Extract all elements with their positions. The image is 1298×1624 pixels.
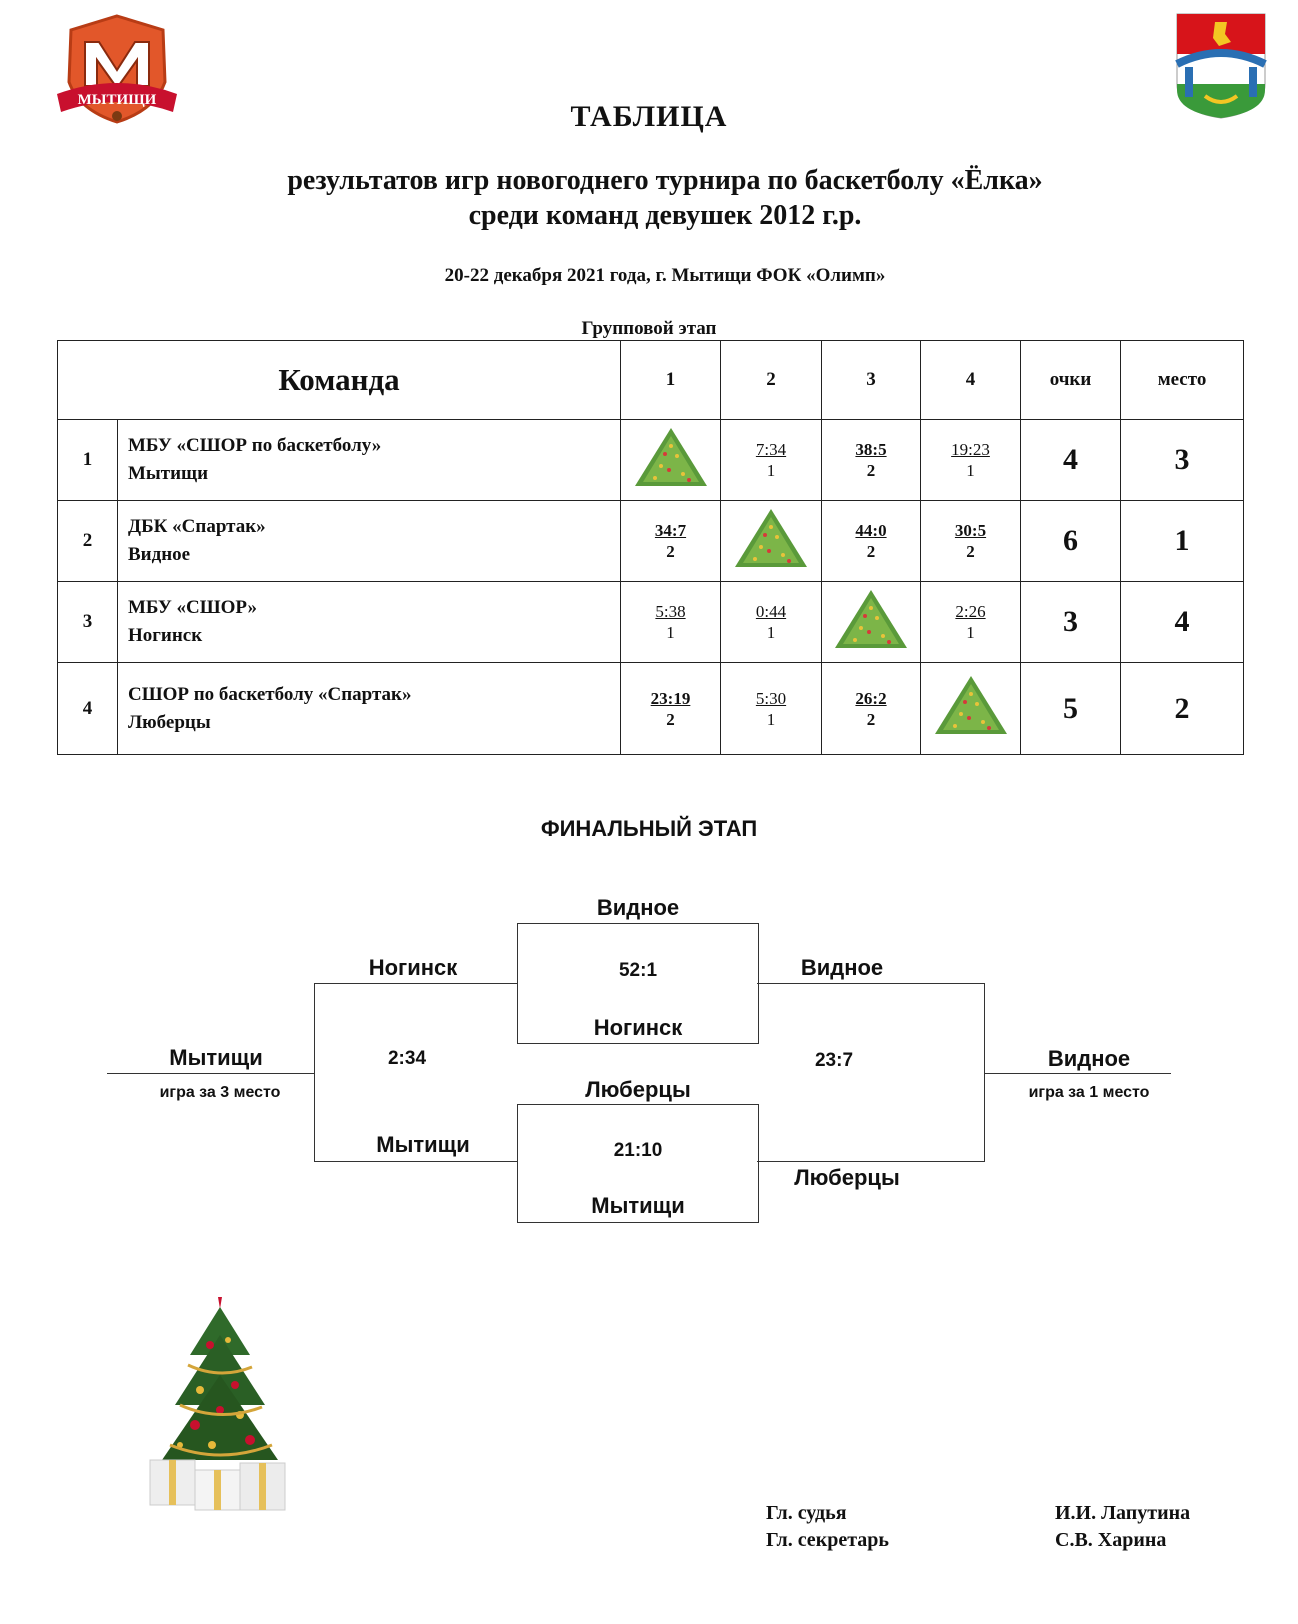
team-city: Мытищи	[128, 463, 209, 484]
score-value: 44:0	[855, 521, 887, 540]
score-cell	[721, 582, 822, 663]
score-points: 2	[866, 542, 876, 561]
christmas-tree-icon	[931, 674, 1011, 738]
score-value: 0:44	[755, 602, 787, 621]
score-value: 34:7	[654, 521, 687, 540]
team-name	[118, 663, 621, 755]
first-score: 23:7	[814, 1050, 854, 1071]
event-dates-place: 20-22 декабря 2021 года, г. Мытищи ФОК «Олимп»	[444, 265, 886, 286]
place-value: 3	[1121, 420, 1244, 501]
group-stage-label: Групповой этап	[581, 318, 717, 339]
first-place-caption: игра за 1 место	[1028, 1084, 1150, 1101]
score-points: 2	[666, 709, 675, 729]
score-value: 2:26	[955, 602, 986, 621]
score-value: 38:5	[855, 440, 887, 459]
third-place-line	[107, 1073, 314, 1074]
row-number: 4	[58, 663, 118, 755]
score-points: 2	[866, 709, 876, 729]
team-name	[118, 420, 621, 501]
judge-name: И.И. Лапутина	[1055, 1502, 1191, 1524]
score-points: 2	[966, 542, 975, 561]
christmas-tree-with-gifts-image	[140, 1295, 300, 1515]
diagonal-tree-cell	[721, 501, 822, 582]
third-top-team: Ногинск	[368, 955, 458, 980]
header-col-1: 1	[621, 341, 721, 420]
score-cell	[822, 420, 921, 501]
score-cell	[721, 420, 822, 501]
final-stage-title: ФИНАЛЬНЫЙ ЭТАП	[540, 816, 758, 841]
row-number: 2	[58, 501, 118, 582]
points-value: 4	[1021, 420, 1121, 501]
first-bottom-team: Люберцы	[794, 1165, 900, 1190]
place-value: 1	[1121, 501, 1244, 582]
score-points: 1	[766, 623, 776, 642]
header-col-4: 4	[921, 341, 1021, 420]
score-points: 1	[766, 709, 776, 729]
header-place: место	[1121, 341, 1244, 420]
team-club: МБУ «СШОР»	[128, 597, 257, 618]
header-team: Команда	[58, 341, 621, 420]
team-city: Люберцы	[128, 711, 211, 733]
page-subtitle-line2: среди команд девушек 2012 г.р.	[468, 200, 862, 231]
score-cell	[721, 663, 822, 755]
secretary-label: Гл. секретарь	[766, 1529, 889, 1551]
secretary-name: С.В. Харина	[1055, 1529, 1167, 1551]
christmas-tree-icon	[631, 426, 711, 490]
third-score: 2:34	[387, 1048, 427, 1069]
header-col-3: 3	[822, 341, 921, 420]
semi1-top-team: Видное	[596, 895, 680, 920]
team-club: СШОР по баскетболу «Спартак»	[128, 683, 412, 705]
diagonal-tree-cell	[822, 582, 921, 663]
svg-text:МЫТИЩИ: МЫТИЩИ	[77, 92, 157, 108]
score-value: 23:19	[650, 688, 691, 708]
diagonal-tree-cell	[621, 420, 721, 501]
table-row	[58, 501, 1244, 582]
score-cell	[822, 663, 921, 755]
semi2-score: 21:10	[613, 1140, 663, 1161]
header-col-2: 2	[721, 341, 822, 420]
score-value: 26:2	[855, 688, 887, 708]
semi1-score: 52:1	[618, 960, 658, 981]
score-value: 5:38	[655, 602, 686, 621]
page-title: ТАБЛИЦА	[570, 100, 728, 133]
score-points: 1	[666, 623, 675, 642]
page-subtitle-line1: результатов игр новогоднего турнира по баскетболу «Ёлка»	[287, 165, 1043, 196]
team-city: Видное	[128, 544, 191, 565]
score-points: 1	[966, 461, 975, 480]
score-value: 7:34	[755, 440, 787, 459]
semi2-bottom-team: Мытищи	[591, 1193, 685, 1218]
score-points: 1	[766, 461, 776, 480]
row-number: 3	[58, 582, 118, 663]
christmas-tree-icon	[831, 588, 911, 652]
table-header-row	[58, 341, 1244, 420]
score-cell	[621, 582, 721, 663]
score-cell	[921, 582, 1021, 663]
first-place-winner: Видное	[1047, 1046, 1131, 1071]
score-points: 1	[966, 623, 975, 642]
points-value: 5	[1021, 663, 1121, 755]
score-cell	[621, 663, 721, 755]
team-club: МБУ «СШОР по баскетболу»	[128, 435, 382, 456]
third-place-winner: Мытищи	[169, 1045, 263, 1070]
team-city: Ногинск	[128, 625, 203, 646]
points-value: 6	[1021, 501, 1121, 582]
table-row	[58, 420, 1244, 501]
score-points: 2	[666, 542, 675, 561]
row-number: 1	[58, 420, 118, 501]
judge-label: Гл. судья	[766, 1502, 847, 1524]
semi2-top-team: Люберцы	[585, 1077, 691, 1102]
score-cell	[822, 501, 921, 582]
first-place-line	[984, 1073, 1171, 1074]
points-value: 3	[1021, 582, 1121, 663]
score-cell	[921, 420, 1021, 501]
score-value: 19:23	[951, 440, 990, 459]
score-value: 30:5	[954, 521, 987, 540]
first-place-bracket	[757, 983, 985, 1162]
group-stage-table	[57, 340, 1244, 755]
table-row	[58, 582, 1244, 663]
header-points: очки	[1021, 341, 1121, 420]
place-value: 4	[1121, 582, 1244, 663]
score-cell	[921, 501, 1021, 582]
team-name	[118, 501, 621, 582]
score-points: 2	[866, 461, 876, 480]
christmas-tree-icon	[731, 507, 811, 571]
semi1-bottom-team: Ногинск	[593, 1015, 683, 1040]
place-value: 2	[1121, 663, 1244, 755]
table-row	[58, 663, 1244, 755]
third-place-caption: игра за 3 место	[159, 1084, 281, 1101]
score-value: 5:30	[755, 688, 787, 708]
third-bottom-team: Мытищи	[376, 1132, 470, 1157]
diagonal-tree-cell	[921, 663, 1021, 755]
score-cell	[621, 501, 721, 582]
first-top-team: Видное	[800, 955, 884, 980]
team-name	[118, 582, 621, 663]
team-club: ДБК «Спартак»	[128, 516, 266, 537]
